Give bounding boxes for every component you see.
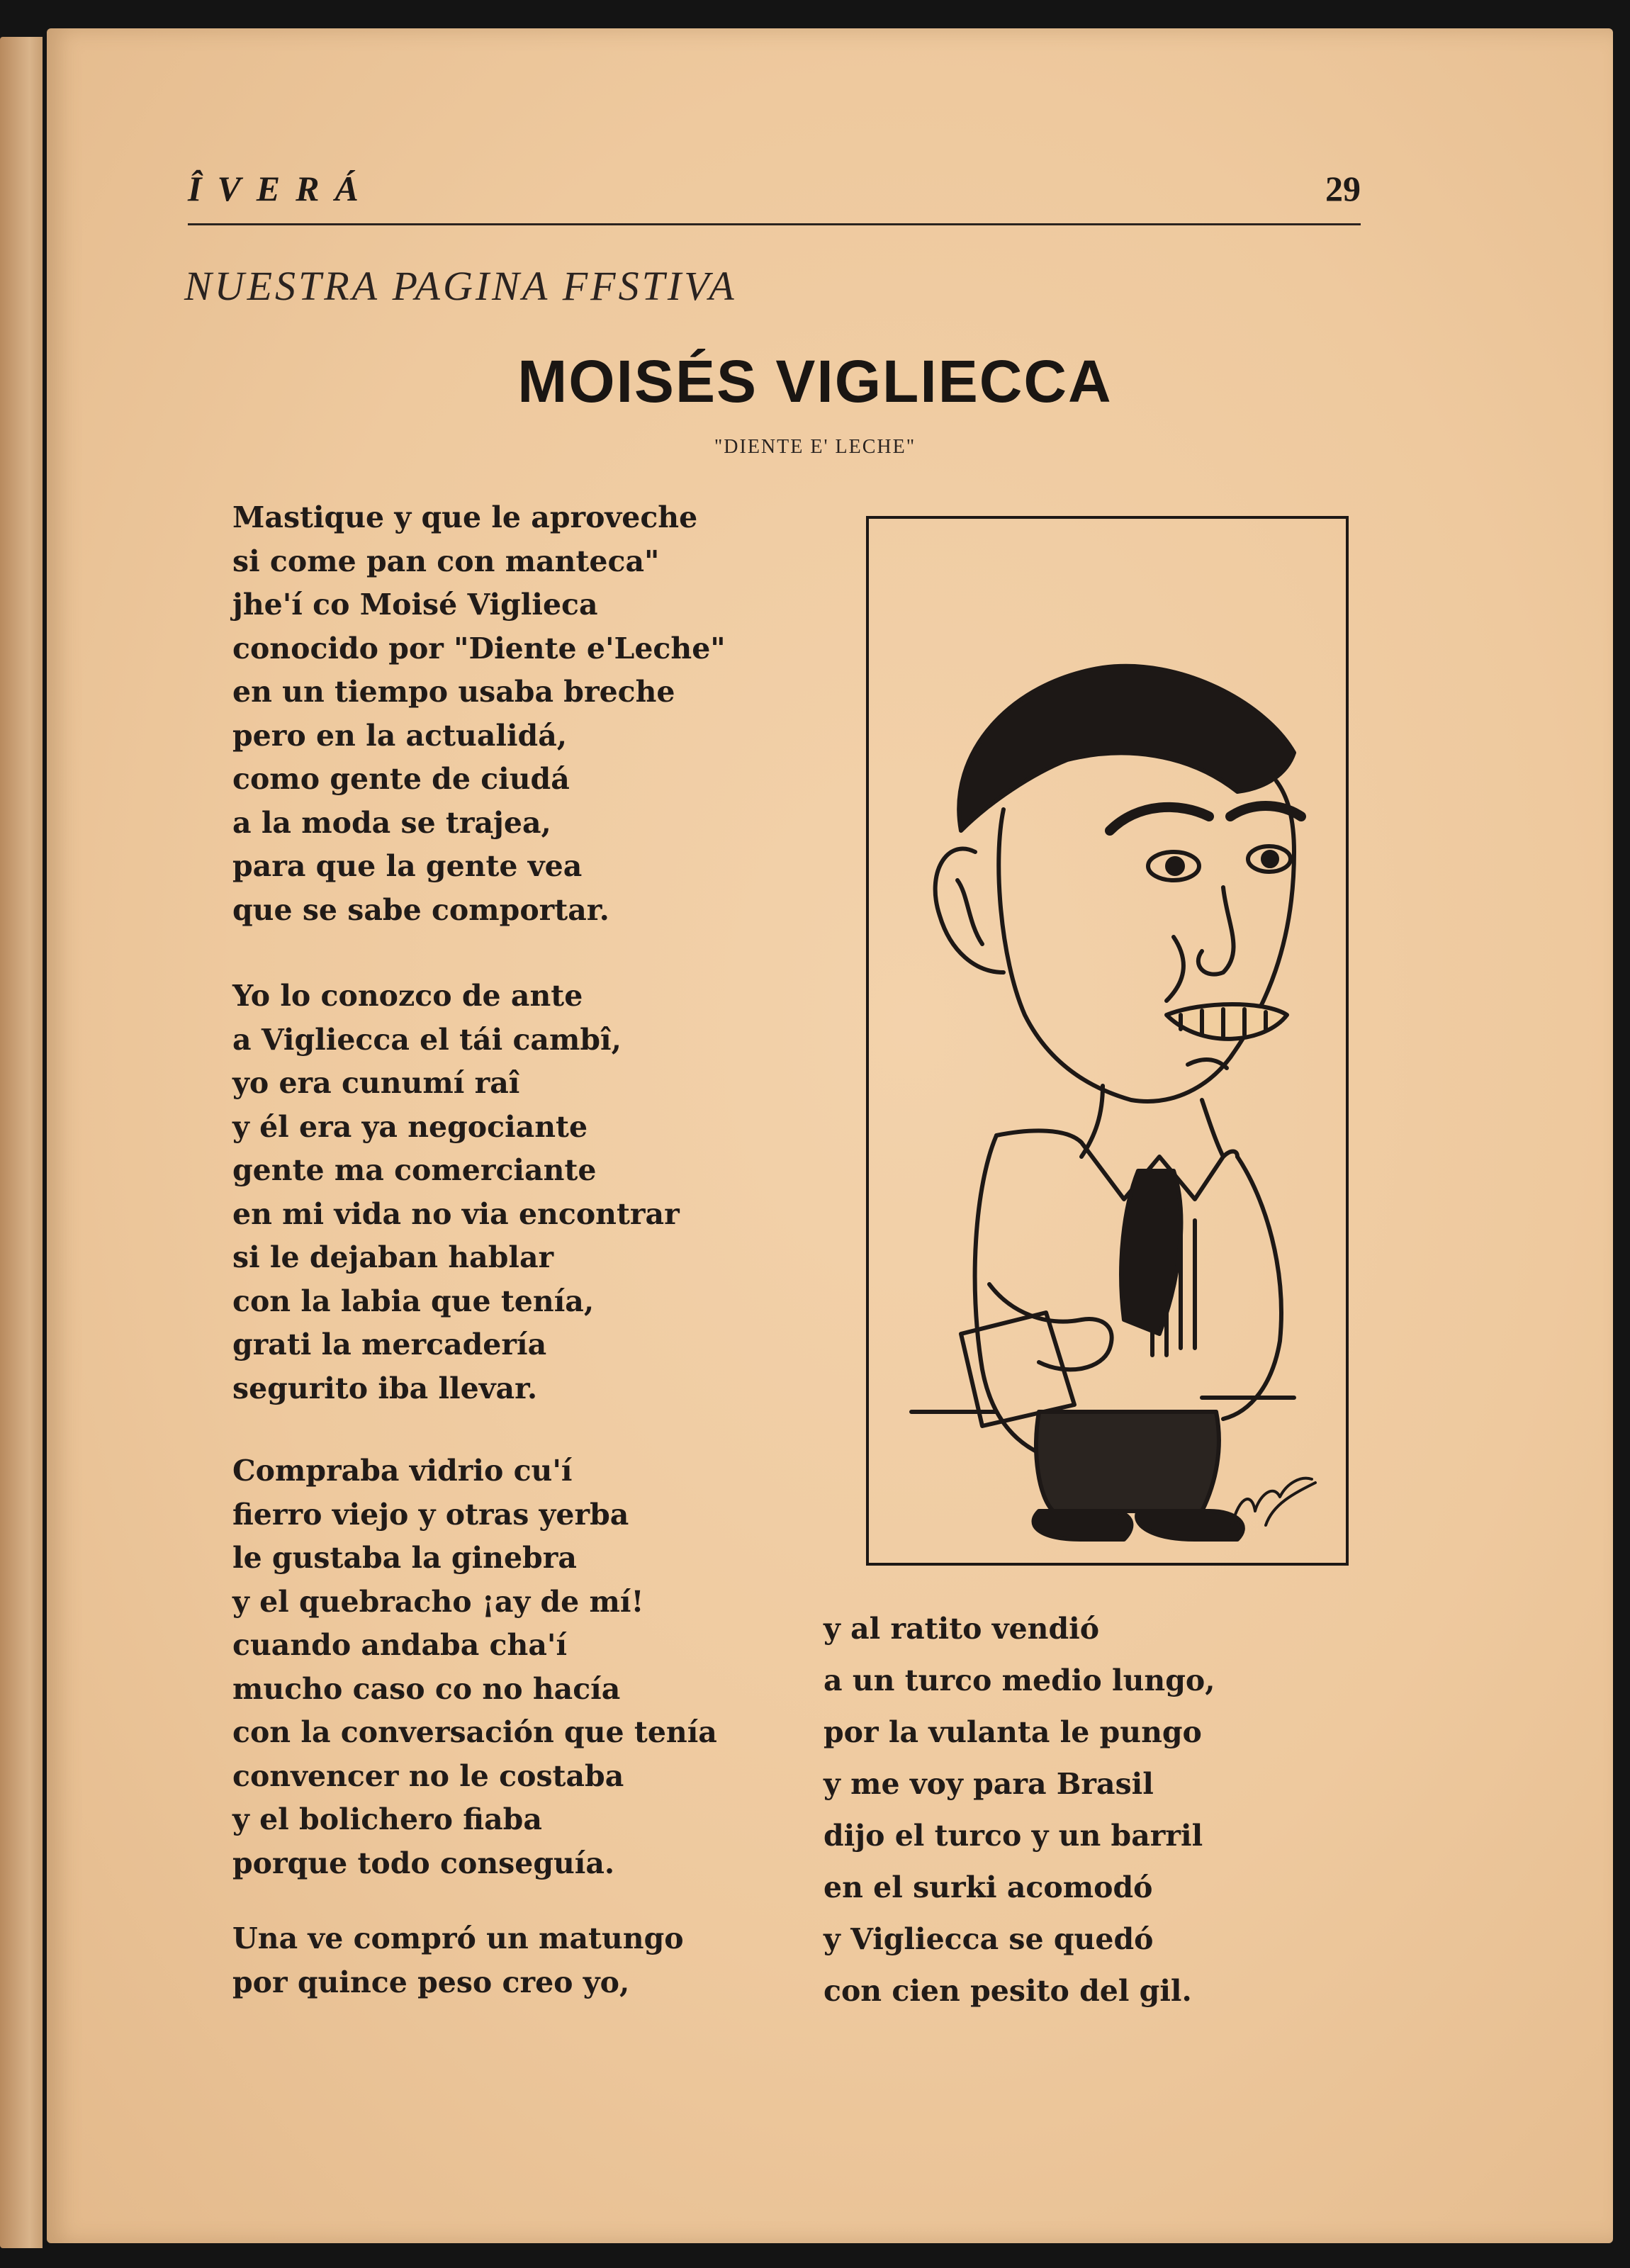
stanza-2 — [232, 975, 680, 1410]
poem-line: si come pan con manteca" — [232, 544, 660, 578]
poem-line: a un turco medio lungo, — [824, 1663, 1215, 1697]
page-header — [188, 138, 1361, 225]
poem-line: en el surki acomodó — [824, 1870, 1153, 1904]
page-number: 29 — [1325, 169, 1361, 208]
face-outline — [999, 781, 1294, 1101]
stanza-4 — [232, 1917, 684, 2004]
poem-line: en mi vida no via encontrar — [232, 1196, 680, 1231]
poem-line: pero en la actualidá, — [232, 718, 568, 753]
eyebrow-right — [1230, 806, 1301, 816]
poem-line: si le dejaban hablar — [232, 1240, 554, 1274]
poem-line: fierro viejo y otras yerba — [232, 1497, 629, 1532]
poem-line: y el quebracho ¡ay de mí! — [232, 1584, 644, 1619]
poem-line: Compraba vidrio cu'í — [232, 1454, 573, 1488]
stanza-5 — [824, 1603, 1215, 2017]
poem-line: y él era ya negociante — [232, 1109, 588, 1144]
poem-line: Una ve compró un matungo — [232, 1921, 684, 1955]
poem-line: y me voy para Brasil — [824, 1767, 1154, 1801]
poem-line: conocido por "Diente e'Leche" — [232, 631, 726, 666]
poem-line: a Vigliecca el tái cambî, — [232, 1022, 622, 1057]
poem-line: convencer no le costaba — [232, 1758, 624, 1793]
journal-name: ÎVERÁ — [188, 169, 374, 208]
poem-line: con cien pesito del gil. — [824, 1974, 1192, 2008]
poem-line: grati la mercadería — [232, 1327, 547, 1362]
poem-line: Yo lo conozco de ante — [232, 979, 583, 1013]
poem-line: dijo el turco y un barril — [824, 1819, 1203, 1853]
eyebrow-left — [1110, 807, 1209, 831]
poem-line: mucho caso co no hacía — [232, 1671, 621, 1706]
shoes — [1034, 1511, 1243, 1539]
poem-line: por la vulanta le pungo — [824, 1715, 1202, 1749]
stanza-1 — [232, 496, 726, 932]
stanza-3 — [232, 1449, 717, 1885]
poem-line: en un tiempo usaba breche — [232, 675, 675, 709]
trousers — [1036, 1412, 1219, 1511]
article-title: MOISÉS VIGLIECCA — [517, 348, 1113, 415]
poem-line: como gente de ciudá — [232, 762, 570, 796]
poem-line: yo era cunumí raî — [232, 1066, 520, 1100]
poem-line: y Vigliecca se quedó — [824, 1922, 1154, 1956]
mouth — [1167, 1004, 1287, 1039]
poem-line: para que la gente vea — [232, 849, 583, 883]
poem-line: a la moda se trajea, — [232, 805, 551, 840]
caricature-illustration — [866, 516, 1349, 1566]
article-subtitle: "DIENTE E' LECHE" — [714, 436, 916, 458]
poem-line: Mastique y que le aproveche — [232, 500, 698, 534]
poem-line: le gustaba la ginebra — [232, 1541, 577, 1575]
poem-line: por quince peso creo yo, — [232, 1965, 630, 1999]
nose — [1198, 887, 1234, 975]
poem-line: segurito iba llevar. — [232, 1371, 538, 1405]
poem-line: jhe'í co Moisé Viglieca — [232, 588, 598, 622]
poem-line: que se sabe comportar. — [232, 892, 609, 927]
poem-line: y el bolichero fiaba — [232, 1802, 542, 1836]
poem-line: gente ma comerciante — [232, 1153, 597, 1187]
poem-line: con la labia que tenía, — [232, 1284, 595, 1318]
caricature-drawing — [869, 519, 1346, 1563]
section-title: NUESTRA PAGINA FFSTIVA — [184, 263, 737, 309]
poem-line: porque todo conseguía. — [232, 1846, 615, 1880]
poem-line: y al ratito vendió — [824, 1612, 1100, 1646]
poem-line: cuando andaba cha'í — [232, 1628, 568, 1662]
poem-line: con la conversación que tenía — [232, 1715, 717, 1749]
